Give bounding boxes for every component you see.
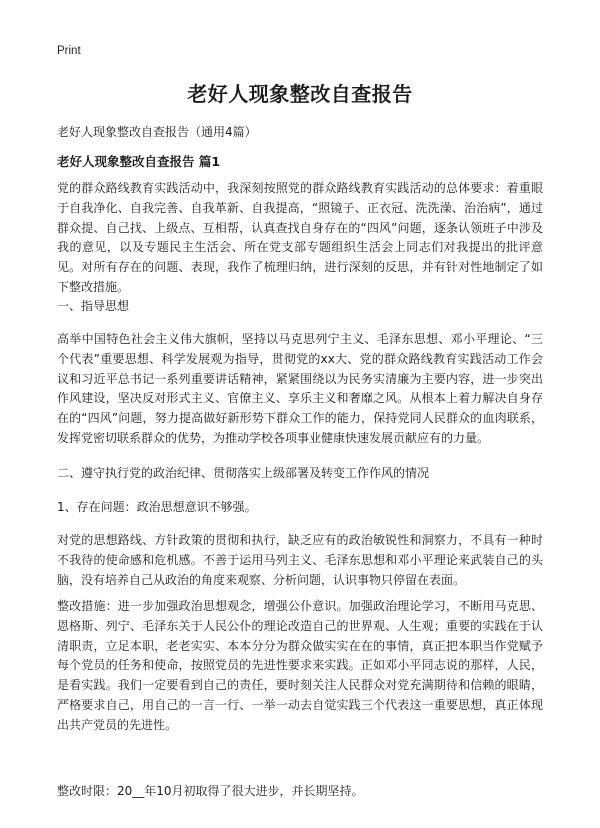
problem-paragraph: 对党的思想路线、方针政策的贯彻和执行，缺乏应有的政治敏锐性和洞察力，不具有一种时不我待的使命感和危机感。不善于运用马列主义、毛泽东思想和邓小平理论来武装自己的头脑，没有培养自己从政治的角度来观察、分析问题，认识事物只停留在表面。 — [57, 533, 543, 587]
guiding-paragraph: 高举中国特色社会主义伟大旗帜，坚持以马克思列宁主义、毛泽东思想、邓小平理论、“三个代表”重要思想、科学发展观为指导，贯彻党的xx大、党的群众路线教育实践活动工作会议和习近平总书记一系列重要讲话精神，紧紧围绕以为民务实清廉为主要内容，进一步突出作风建设，坚决反对形式主义、官僚主义、享乐主义和奢靡之风。从根本上着力解决自身存在的“四风”问题，努力提高做好新形势下群众工作的能力，保持党同人民群众的血肉联系，发挥党密切联系群众的优势，为推动学校各项事业健康快速发展贡献应有的力量。 — [57, 332, 543, 445]
discipline-heading: 二、遵守执行党的政治纪律、贯彻落实上级部署及转变工作作风的情况 — [57, 466, 430, 480]
intro-paragraph: 党的群众路线教育实践活动中，我深刻按照党的群众路线教育实践活动的总体要求：着重眼于自我净化、自我完善、自我革新、自我提高，“照镜子、正衣冠、洗洗澡、治治病”，通过群众提、自己找、上级点、互相帮，认真查找自身存在的“四风”问题，逐条认领班子中涉及我的意见，以及专题民主生活会、所在党支部专题组织生活会上同志们对我提出的批评意见。对所有存在的问题、表现，我作了梳理归纳，进行深刻的反思，并有针对性地制定了如下整改措施。 — [57, 181, 543, 294]
print-link[interactable]: Print — [57, 45, 81, 57]
deadline-paragraph: 整改时限：20__年10月初取得了很大进步，并长期坚持。 — [57, 784, 364, 798]
section-title: 老好人现象整改自查报告 篇1 — [57, 154, 221, 169]
problem-heading: 1、存在问题：政治思想意识不够强。 — [57, 500, 257, 514]
document-title: 老好人现象整改自查报告 — [187, 82, 413, 106]
guiding-heading: 一、指导思想 — [57, 299, 130, 313]
document-subtitle: 老好人现象整改自查报告（通用4篇） — [57, 125, 257, 139]
measures-paragraph: 整改措施：进一步加强政治思想观念，增强公仆意识。加强政治理论学习，不断用马克思、恩格斯、列宁、毛泽东关于人民公仆的理论改造自己的世界观、人生观；重要的实践在于认清职责，立足本职，老老实实、本本分分为群众做实实在在的事情，真正把本职当作党赋予每个党员的任务和使命，按照党员的先进性要求来实践。正如邓小平同志说的那样，人民，是看实践。我们一定要看到自己的责任，要时刻关注人民群众对党充满期待和信赖的眼睛，严格要求自己，用自己的一言一行、一举一动去自觉实践三个代表这一重要思想，真正体现出共产党员的先进性。 — [57, 599, 543, 732]
